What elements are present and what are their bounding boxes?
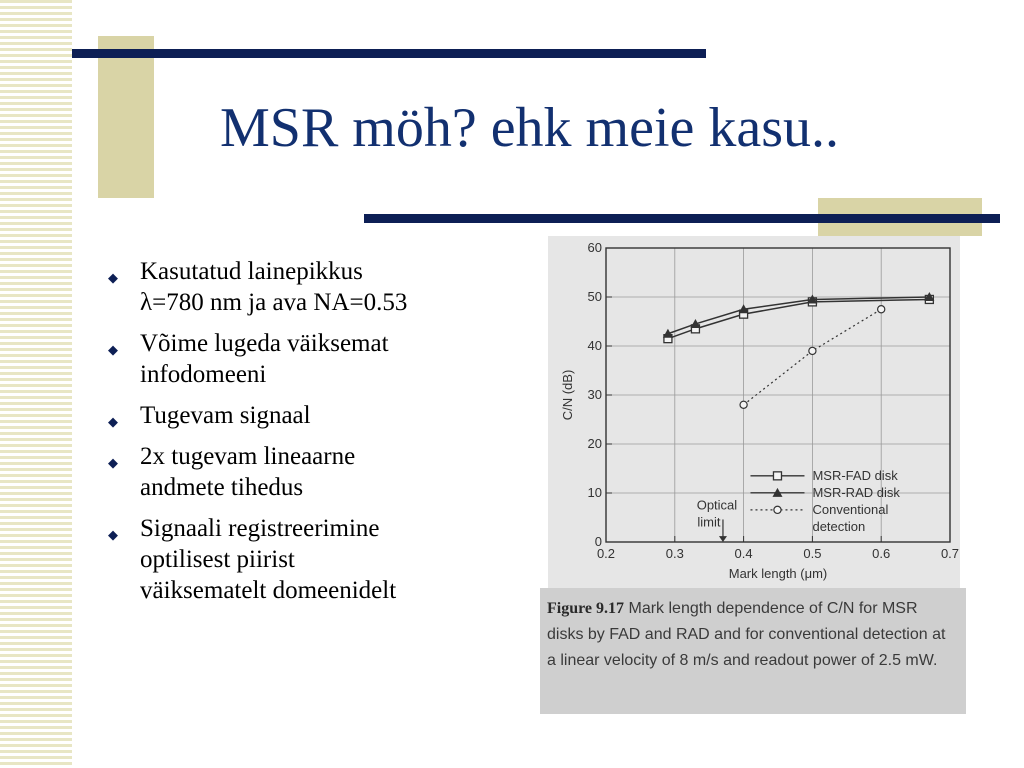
data-point-circle — [740, 401, 747, 408]
title-rule-top — [72, 49, 706, 58]
legend-marker-square — [773, 472, 781, 480]
x-tick-label: 0.3 — [665, 546, 684, 561]
legend-marker-circle — [774, 506, 781, 513]
page-title: MSR möh? ehk meie kasu.. — [220, 97, 840, 159]
figure-caption — [540, 588, 966, 714]
bullet-text: Võime lugeda väiksemat — [140, 330, 389, 357]
x-axis-label: Mark length (μm) — [728, 566, 828, 581]
decorative-stripes — [0, 0, 72, 768]
annotation-label: limit — [697, 514, 721, 530]
chart-scan — [548, 236, 960, 592]
bullet-item — [104, 328, 524, 390]
legend-label: detection — [812, 518, 866, 534]
diamond-bullet-icon: ◆ — [108, 455, 118, 470]
x-tick-label: 0.6 — [872, 546, 891, 561]
decorative-tan-block-top — [98, 36, 154, 198]
y-tick-label: 20 — [587, 436, 602, 451]
data-point-circle — [878, 306, 885, 313]
bullet-text: Signaali registreerimine — [140, 515, 380, 542]
diamond-bullet-icon: ◆ — [108, 270, 118, 285]
figure-image — [540, 236, 966, 714]
x-tick-label: 0.4 — [734, 546, 753, 561]
bullet-text: 2x tugevam lineaarne — [140, 443, 356, 470]
bullet-text: optilisest piirist — [140, 546, 295, 573]
legend-label: MSR-RAD disk — [812, 484, 900, 500]
series-line-1 — [668, 297, 929, 334]
y-tick-label: 30 — [587, 387, 602, 402]
bullet-text: Kasutatud lainepikkus — [140, 258, 363, 285]
annotation-arrow-head — [719, 536, 727, 542]
bullet-text: infodomeeni — [140, 361, 267, 388]
series-line-0 — [668, 299, 929, 338]
bullet-item — [104, 441, 524, 503]
bullet-text: andmete tihedus — [140, 474, 304, 501]
caption-text: Mark length dependence of C/N for MSR disks by FAD and RAD and for conventional detection at a linear velocity of 8 m/s and readout power of 2.5 mW. — [547, 600, 946, 669]
diamond-bullet-icon: ◆ — [108, 527, 118, 542]
y-tick-label: 50 — [587, 289, 602, 304]
diamond-bullet-icon: ◆ — [108, 342, 118, 357]
bullet-text: väiksematelt domeenidelt — [140, 577, 397, 604]
chart — [548, 236, 960, 592]
x-tick-label: 0.2 — [596, 546, 616, 561]
x-tick-label: 0.7 — [940, 546, 960, 561]
annotation-label: Optical — [696, 497, 738, 513]
bullet-item — [104, 400, 524, 431]
x-tick-label: 0.5 — [803, 546, 822, 561]
bullet-text: Tugevam signaal — [140, 402, 311, 429]
legend-label: MSR-FAD disk — [812, 467, 898, 483]
y-tick-label: 60 — [587, 240, 602, 255]
bullet-item — [104, 513, 524, 606]
bullet-item — [104, 256, 524, 318]
bullet-text: λ=780 nm ja ava NA=0.53 — [140, 289, 408, 316]
title-rule-bottom — [364, 214, 1000, 223]
diamond-bullet-icon: ◆ — [108, 414, 118, 429]
bullet-list — [104, 256, 524, 616]
legend-label: Conventional — [812, 501, 889, 517]
y-tick-label: 40 — [587, 338, 602, 353]
data-point-circle — [809, 347, 816, 354]
y-axis-label: C/N (dB) — [560, 369, 575, 421]
caption-label: Figure 9.17 — [547, 600, 625, 617]
y-tick-label: 10 — [587, 485, 602, 500]
y-tick-label: 0 — [594, 534, 602, 549]
